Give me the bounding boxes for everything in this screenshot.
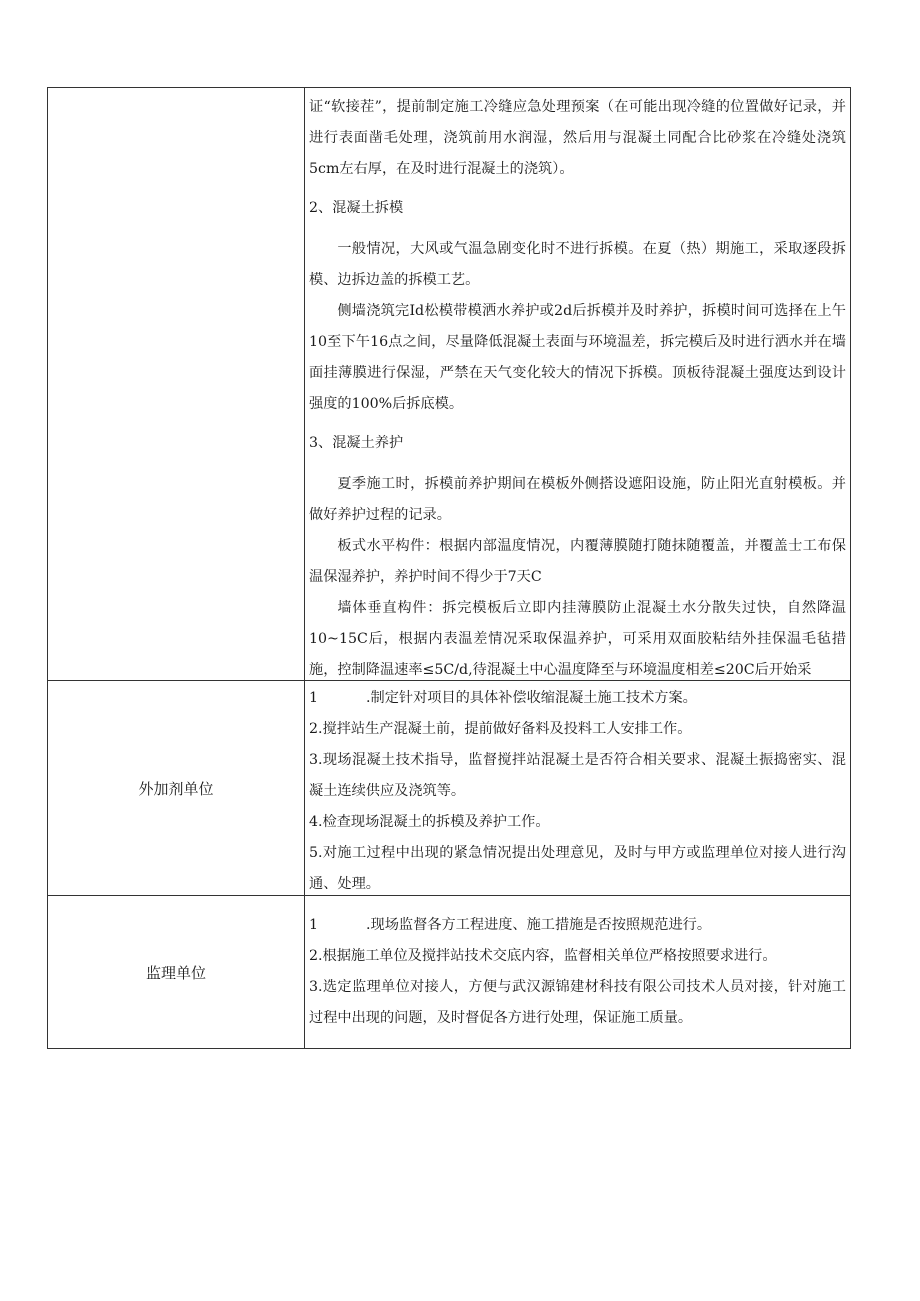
list-item: 2.根据施工单位及搅拌站技术交底内容，监督相关单位严格按照要求进行。 bbox=[309, 948, 777, 964]
item-number: 1 bbox=[309, 917, 319, 933]
table-row bbox=[48, 896, 851, 1049]
item-number: 1 bbox=[309, 690, 319, 706]
row-label-cell: 监理单位 bbox=[48, 896, 305, 1049]
list-item bbox=[309, 683, 846, 714]
paragraph: 侧墙浇筑完Id松模带模洒水养护或2d后拆模并及时养护，拆模时间可选择在上午10至下午16点之间，尽量降低混凝土表面与环境温差，拆完模后及时进行洒水并在墙面挂薄膜进行保湿，严禁在天气变化较大的情况下拆模。顶板待混凝土强度达到设计强度的100%后拆底模。 bbox=[309, 303, 846, 412]
content-cell bbox=[305, 681, 851, 896]
row-label-cell: 外加剂单位 bbox=[48, 681, 305, 896]
item-text: .现场监督各方工程进度、施工措施是否按照规范进行。 bbox=[366, 917, 712, 933]
section-heading: 3、混凝土养护 bbox=[309, 435, 404, 451]
list-item: 3.现场混凝土技术指导，监督搅拌站混凝土是否符合相关要求、混凝土振捣密实、混凝土连续供应及浇筑等。 bbox=[309, 752, 846, 799]
list-item: 5.对施工过程中出现的紧急情况提出处理意见，及时与甲方或监理单位对接人进行沟通、处理。 bbox=[309, 845, 846, 892]
table-row bbox=[48, 681, 851, 896]
list-item: 2.搅拌站生产混凝土前，提前做好备料及投料工人安排工作。 bbox=[309, 721, 692, 737]
table-row bbox=[48, 88, 851, 681]
paragraph: 一般情况，大风或气温急剧变化时不进行拆模。在夏（热）期施工，采取逐段拆模、边拆边盖的拆模工艺。 bbox=[309, 241, 846, 288]
paragraph: 证“软接茬”，提前制定施工冷缝应急处理预案（在可能出现冷缝的位置做好记录，并进行表面凿毛处理，浇筑前用水润湿，然后用与混凝土同配合比砂浆在冷缝处浇筑5cm左右厚，在及时进行混凝土的浇筑）。 bbox=[309, 99, 846, 177]
paragraph: 夏季施工时，拆模前养护期间在模板外侧搭设遮阳设施，防止阳光直射模板。并做好养护过程的记录。 bbox=[309, 476, 846, 523]
document-table bbox=[47, 87, 851, 1049]
content-cell bbox=[305, 896, 851, 1049]
list-item: 4.检查现场混凝土的拆模及养护工作。 bbox=[309, 814, 550, 830]
row-label-cell bbox=[48, 88, 305, 681]
list-item: 3.选定监理单位对接人，方便与武汉源锦建材科技有限公司技术人员对接，针对施工过程中出现的问题，及时督促各方进行处理，保证施工质量。 bbox=[309, 979, 846, 1026]
content-cell bbox=[305, 88, 851, 681]
item-text: .制定针对项目的具体补偿收缩混凝土施工技术方案。 bbox=[366, 690, 697, 706]
list-item bbox=[309, 910, 846, 941]
section-heading: 2、混凝土拆模 bbox=[309, 200, 404, 216]
paragraph: 板式水平构件：根据内部温度情况，内覆薄膜随打随抹随覆盖，并覆盖士工布保温保湿养护，养护时间不得少于7天C bbox=[309, 538, 846, 585]
paragraph: 墙体垂直构件：拆完模板后立即内挂薄膜防止混凝土水分散失过快，自然降温10~15C后，根据内表温差情况采取保温养护，可采用双面胶粘结外挂保温毛毡措施，控制降温速率≤5C/d,待混凝土中心温度降至与环境温度相差≤20C后开始采 bbox=[309, 600, 846, 678]
